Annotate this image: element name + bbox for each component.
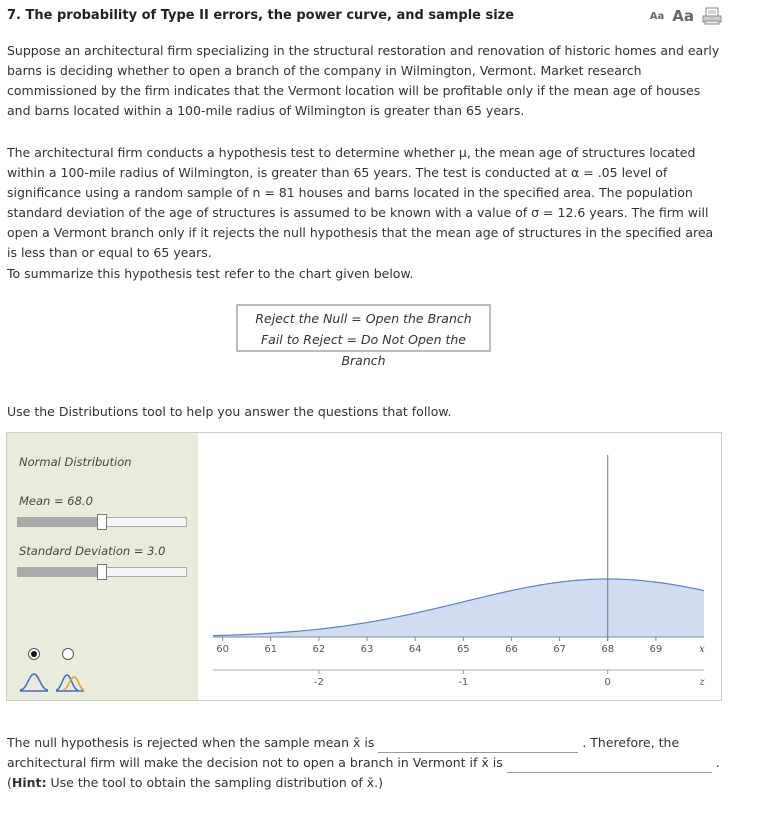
- sd-label: Standard Deviation = 3.0: [19, 544, 166, 558]
- question-sentence-end: .: [715, 755, 720, 770]
- x-tick-label: 60: [216, 644, 229, 655]
- summary-line-fail: Fail to Reject = Do Not Open the Branch: [260, 332, 467, 368]
- hint-open-paren: (: [7, 775, 12, 790]
- z-tick-label: -1: [458, 677, 469, 688]
- intro-paragraph: Suppose an architectural firm specializing in the structural restoration and renovation of historic homes and early barns is deciding whether to open a branch of the company in Wilmington, Vermont. Market research commissioned by the firm indicates that the Vermont location will be profitable only if the mean age of houses and barns located within a 100-mile radius of Wilmington is greater than 65 years.: [7, 43, 720, 118]
- x-tick-label: 62: [312, 644, 326, 655]
- hypothesis-paragraph: The architectural firm conducts a hypothesis test to determine whether μ, the mean age of structures located within a 100-mile radius of Wilmington, is greater than 65 years. The test is conducted at α = .05 level of significance using a random sample of n = 81 houses and barns located in the specified area. The population standard deviation of the age of structures is assumed to be known with a value of σ = 12.6 years. The firm will open a Vermont branch only if it rejects the null hypothesis that the mean age of structures in the specified area is less than or equal to 65 years.: [7, 145, 714, 260]
- x-axis-symbol: x: [699, 644, 705, 655]
- z-axis-symbol: z: [699, 677, 705, 688]
- sd-slider[interactable]: [17, 567, 187, 577]
- sd-slider-fill: [18, 568, 102, 576]
- mean-slider-fill: [18, 518, 102, 526]
- x-tick-label: 63: [360, 644, 374, 655]
- two-curves-icon[interactable]: [55, 671, 85, 693]
- z-tick-label: 0: [604, 677, 611, 688]
- hint-text: Use the tool to obtain the sampling distribution of x̄.): [46, 775, 384, 790]
- print-icon[interactable]: [702, 7, 722, 25]
- hint-label: Hint:: [11, 775, 47, 790]
- question-sentence-2: . Therefore, the architectural firm will make the decision not to open a branch in Vermont if x̄ is: [7, 735, 680, 770]
- two-distribution-radio[interactable]: [62, 648, 74, 660]
- sd-slider-handle[interactable]: [97, 564, 107, 580]
- z-tick-label: -2: [313, 677, 324, 688]
- question-sentence-1: The null hypothesis is rejected when the sample mean x̄ is: [7, 735, 375, 750]
- tool-instruction: Use the Distributions tool to help you answer the questions that follow.: [7, 404, 452, 419]
- density-area: [213, 579, 704, 637]
- summary-instruction: To summarize this hypothesis test refer to the chart given below.: [7, 266, 414, 281]
- font-increase-button[interactable]: Aa: [672, 7, 694, 25]
- mean-slider-handle[interactable]: [97, 514, 107, 530]
- question-header: [7, 7, 722, 27]
- mean-slider[interactable]: [17, 517, 187, 527]
- x-tick-label: 61: [264, 644, 278, 655]
- x-tick-label: 66: [505, 644, 518, 655]
- font-decrease-button[interactable]: Aa: [649, 10, 665, 22]
- decision-summary-box: [236, 304, 491, 368]
- rejection-region-answer-input[interactable]: [378, 738, 578, 753]
- x-tick-label: 67: [553, 644, 566, 655]
- distribution-plot[interactable]: [198, 433, 722, 700]
- toolbar: [650, 7, 722, 25]
- tool-control-panel: [7, 433, 198, 700]
- normal-curve-icon[interactable]: [19, 671, 49, 693]
- x-tick-label: 69: [649, 644, 663, 655]
- question-title: 7. The probability of Type II errors, the power curve, and sample size: [7, 8, 515, 23]
- do-not-open-answer-input[interactable]: [507, 758, 712, 773]
- mean-label: Mean = 68.0: [19, 494, 93, 508]
- x-tick-label: 64: [408, 644, 422, 655]
- distribution-label: Normal Distribution: [19, 455, 132, 469]
- x-tick-label: 65: [456, 644, 470, 655]
- x-tick-label: 68: [601, 644, 615, 655]
- distributions-tool: [6, 432, 722, 701]
- fill-in-question: [7, 733, 727, 793]
- single-distribution-radio[interactable]: [28, 648, 40, 660]
- summary-line-reject: Reject the Null = Open the Branch: [255, 311, 472, 326]
